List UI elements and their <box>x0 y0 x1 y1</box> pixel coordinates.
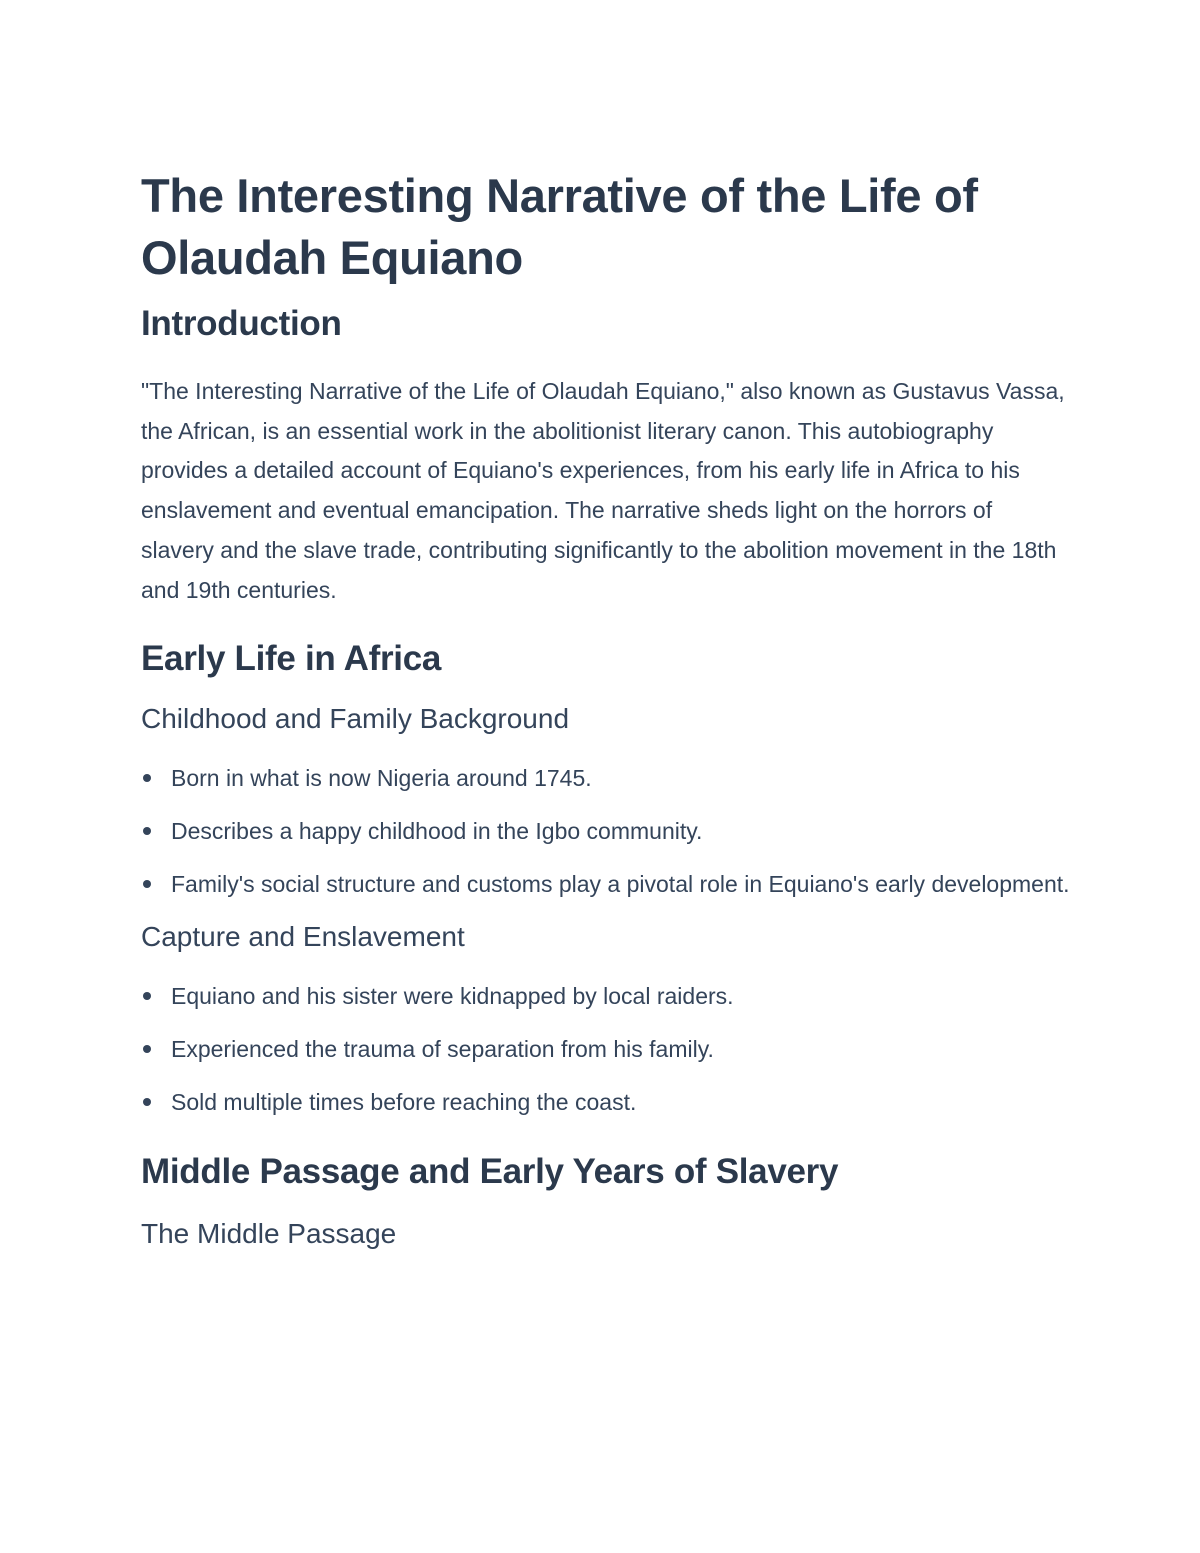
list-item-text: Describes a happy childhood in the Igbo community. <box>171 818 703 845</box>
subsection-heading-the-middle-passage: The Middle Passage <box>141 1218 397 1250</box>
list-item-text: Experienced the trauma of separation from his family. <box>171 1036 714 1063</box>
list-item <box>141 976 1071 1016</box>
section-heading-introduction: Introduction <box>141 304 342 343</box>
subsection-heading-capture: Capture and Enslavement <box>141 921 465 953</box>
bullet-icon <box>143 1098 151 1106</box>
section-heading-early-life: Early Life in Africa <box>141 639 442 679</box>
bullet-icon <box>143 880 151 888</box>
capture-list <box>141 976 1071 1122</box>
page-title: The Interesting Narrative of the Life of Olaudah Equiano <box>141 169 978 284</box>
document-page <box>141 165 1071 1252</box>
list-item-text: Family's social structure and customs play a pivotal role in Equiano's early development. <box>171 871 1070 898</box>
list-item <box>141 758 1071 798</box>
childhood-list <box>141 758 1071 904</box>
section-heading-middle-passage: Middle Passage and Early Years of Slavery <box>141 1152 839 1192</box>
list-item <box>141 1029 1071 1069</box>
list-item <box>141 864 1071 904</box>
list-item <box>141 811 1071 851</box>
bullet-icon <box>143 1045 151 1053</box>
subsection-heading-childhood: Childhood and Family Background <box>141 703 570 735</box>
bullet-icon <box>143 992 151 1000</box>
list-item-text: Equiano and his sister were kidnapped by local raiders. <box>171 983 734 1010</box>
list-item <box>141 1082 1071 1122</box>
list-item-text: Sold multiple times before reaching the coast. <box>171 1089 637 1116</box>
list-item-text: Born in what is now Nigeria around 1745. <box>171 765 592 792</box>
bullet-icon <box>143 827 151 835</box>
introduction-paragraph: "The Interesting Narrative of the Life of Olaudah Equiano," also known as Gustavus Vassa, the African, is an essential work in the abolitionist literary canon. This autobiography provides a detailed account of Equiano's experiences, from his early life in Africa to his enslavement and eventual emancipation. The narrative sheds light on the horrors of slavery and the slave trade, contributing significantly to the abolition movement in the 18th and 19th centuries. <box>141 378 1065 603</box>
bullet-icon <box>143 774 151 782</box>
